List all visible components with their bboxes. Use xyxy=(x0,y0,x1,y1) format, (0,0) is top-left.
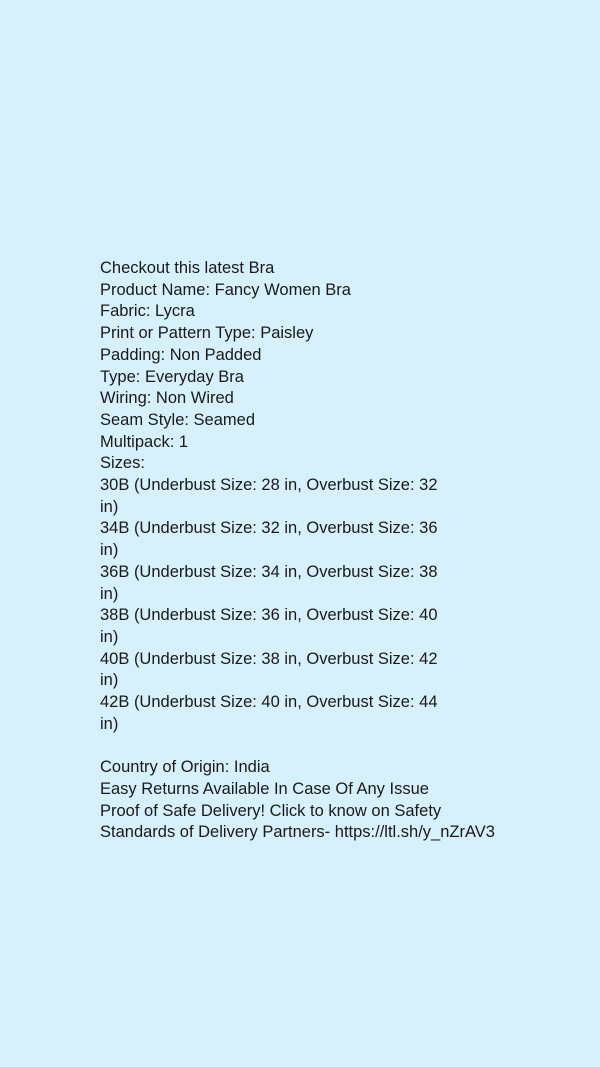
country-of-origin: Country of Origin: India xyxy=(100,758,270,777)
size-entry: 40B (Underbust Size: 38 in, Overbust Size: 42 in) xyxy=(100,649,438,690)
fabric: Fabric: Lycra xyxy=(100,302,195,321)
size-entry: 42B (Underbust Size: 40 in, Overbust Size: 44 in) xyxy=(100,693,438,733)
multipack: Multipack: 1 xyxy=(100,432,189,451)
seam-style: Seam Style: Seamed xyxy=(100,410,255,429)
size-entry: 34B (Underbust Size: 32 in, Overbust Size: 36 in) xyxy=(100,519,438,560)
wiring: Wiring: Non Wired xyxy=(100,389,234,408)
size-entry: 36B (Underbust Size: 34 in, Overbust Size: 38 in) xyxy=(100,562,438,603)
blank-line xyxy=(100,735,540,757)
sizes-label: Sizes: xyxy=(100,454,145,473)
bra-type: Type: Everyday Bra xyxy=(100,367,244,386)
product-description xyxy=(100,258,540,844)
headline: Checkout this latest Bra xyxy=(100,259,275,277)
safety-info-line-1: Proof of Safe Delivery! Click to know on Safety xyxy=(100,801,442,820)
safety-info-line-2: Standards of Delivery Partners- https://ltl.sh/y_nZrAV3 xyxy=(100,823,495,842)
returns-info: Easy Returns Available In Case Of Any Issue xyxy=(100,779,429,798)
product-name: Product Name: Fancy Women Bra xyxy=(100,280,351,299)
size-entry: 30B (Underbust Size: 28 in, Overbust Size: 32 in) xyxy=(100,476,438,516)
pattern-type: Print or Pattern Type: Paisley xyxy=(100,324,314,343)
size-entry: 38B (Underbust Size: 36 in, Overbust Size: 40 in) xyxy=(100,606,438,646)
padding: Padding: Non Padded xyxy=(100,345,262,364)
